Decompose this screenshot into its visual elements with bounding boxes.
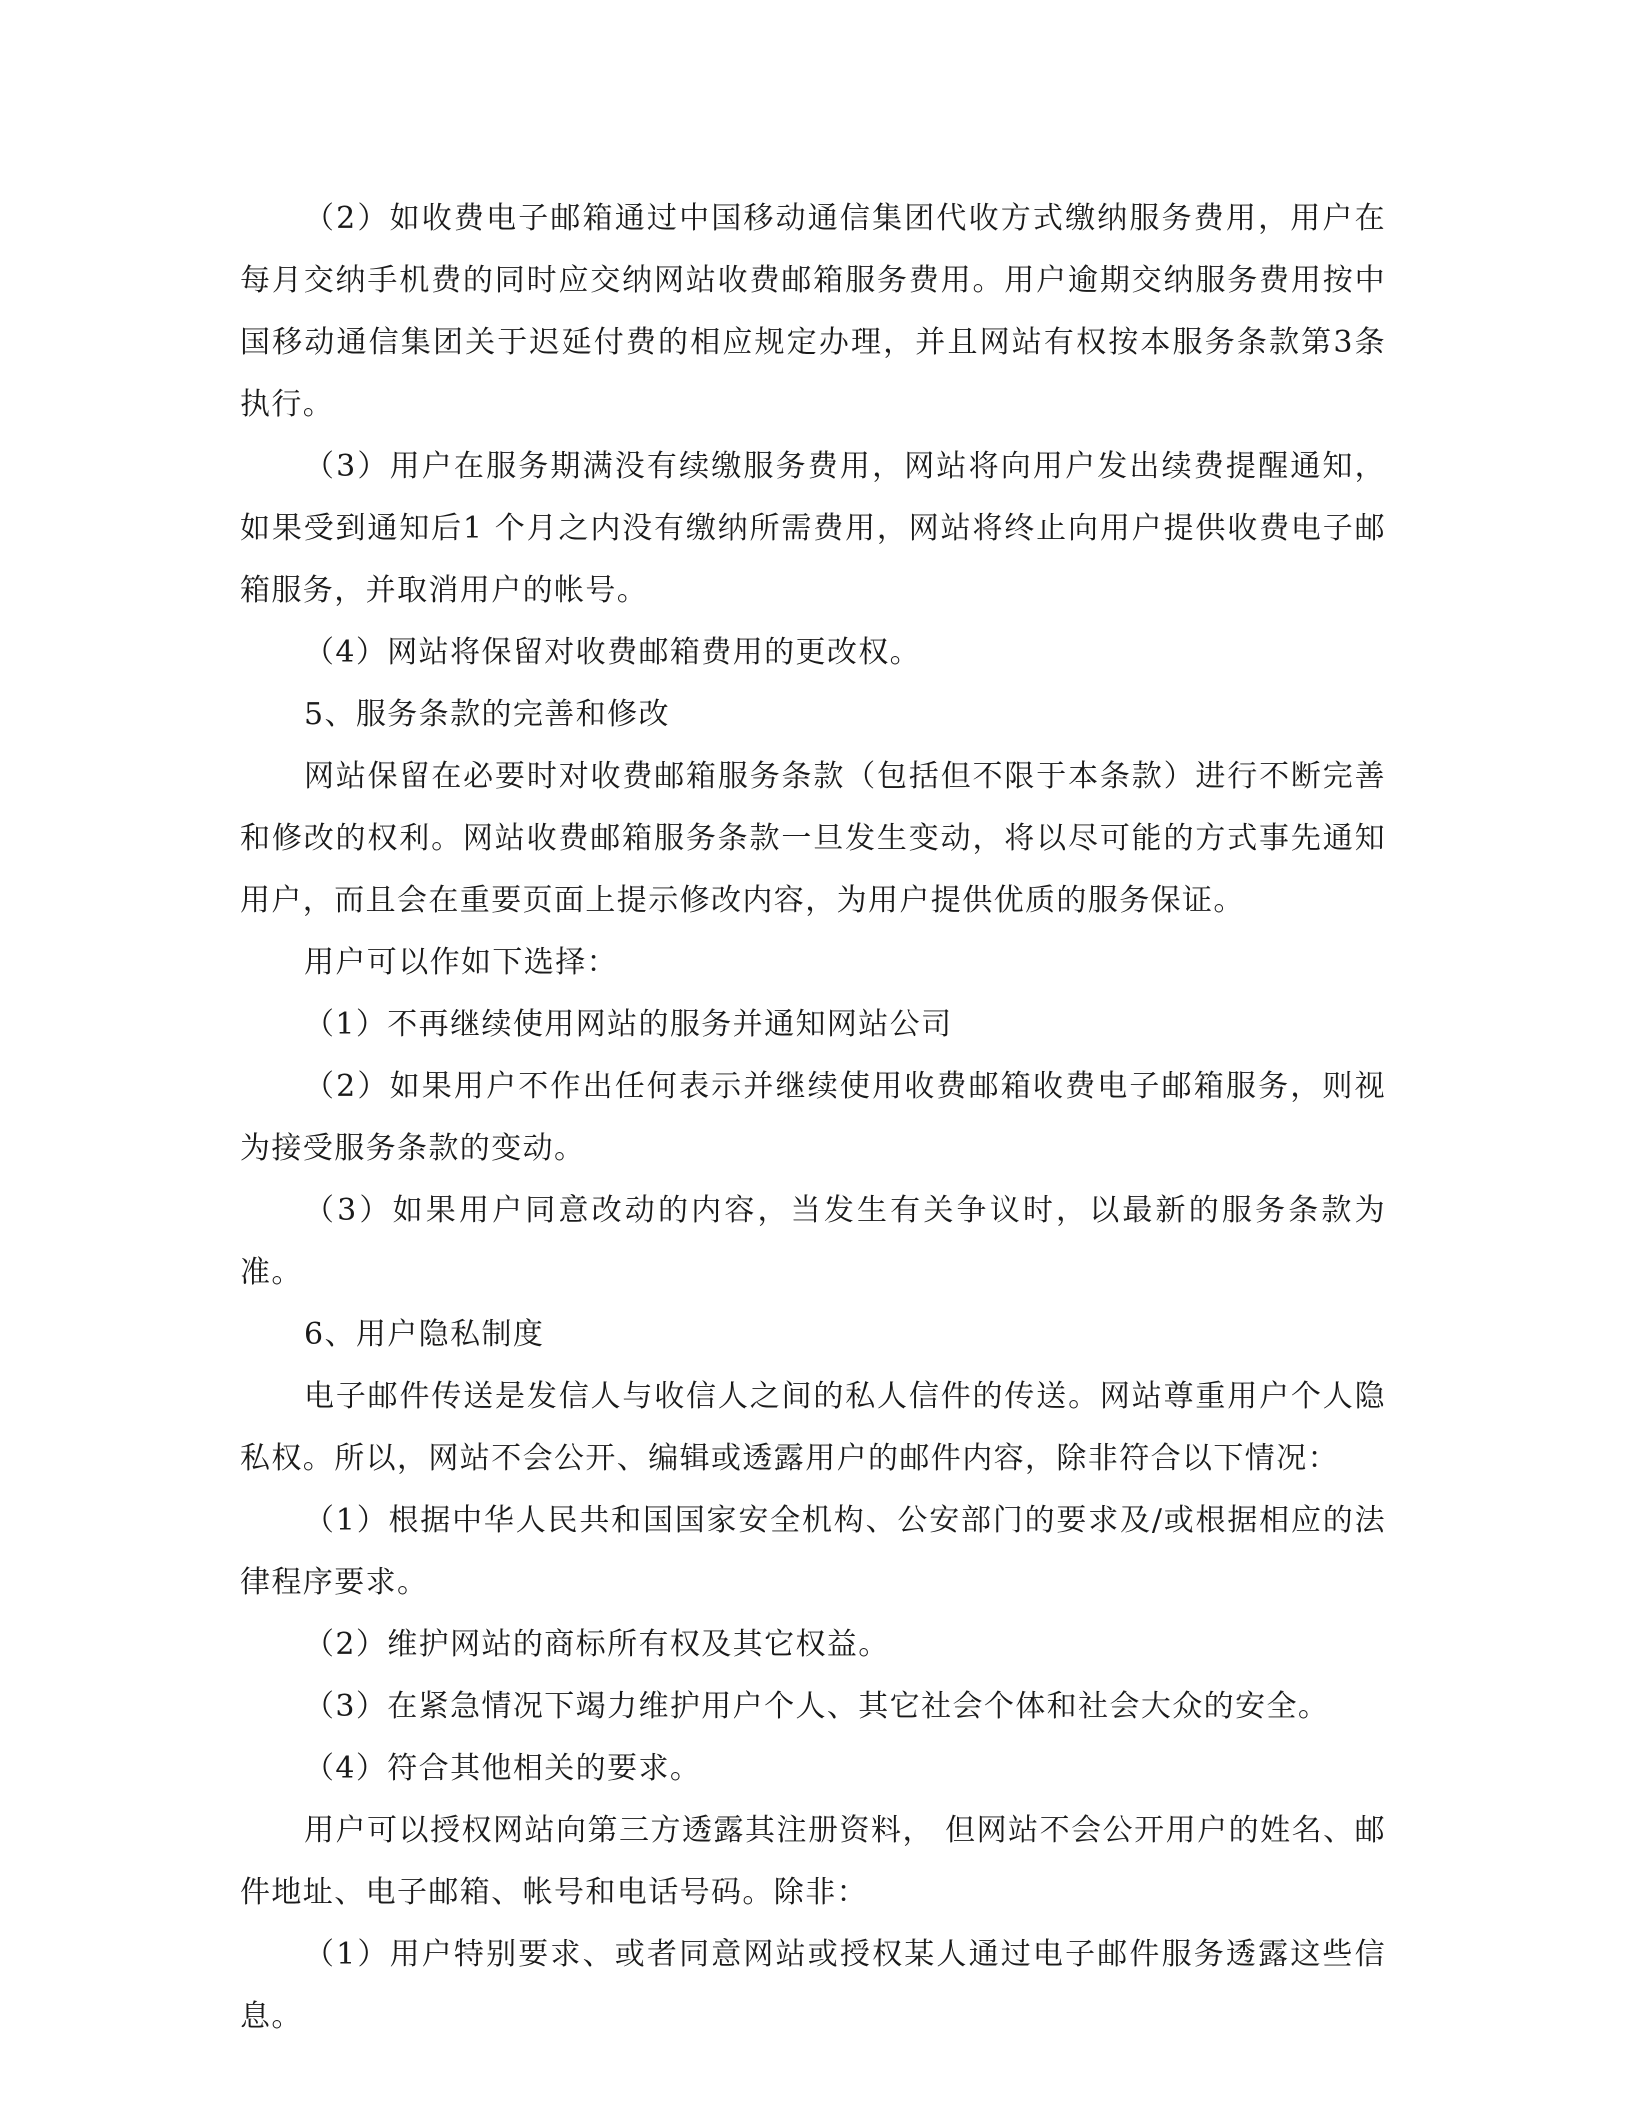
list-item-privacy-4: （4）符合其他相关的要求。 xyxy=(304,1751,702,1786)
section-heading-privacy: 6、用户隐私制度 xyxy=(304,1317,545,1352)
paragraph-terms-revision: 网站保留在必要时对收费邮箱服务条款（包括但不限于本条款）进行不断完善和修改的权利。网站收费邮箱服务条款一旦发生变动，将以尽可能的方式事先通知用户，而且会在重要页面上提示修改内容，为用户提供优质的服务保证。 xyxy=(240,759,1386,918)
list-item-option-2: （2）如果用户不作出任何表示并继续使用收费邮箱收费电子邮箱服务，则视为接受服务条款的变动。 xyxy=(240,1069,1386,1166)
list-item-privacy-3: （3）在紧急情况下竭力维护用户个人、其它社会个体和社会大众的安全。 xyxy=(304,1689,1330,1724)
paragraph-user-options: 用户可以作如下选择： xyxy=(304,945,618,980)
paragraph-third-party-disclosure: 用户可以授权网站向第三方透露其注册资料， 但网站不会公开用户的姓名、邮件地址、电子邮箱、帐号和电话号码。除非： xyxy=(240,1813,1386,1910)
list-item-option-1: （1）不再继续使用网站的服务并通知网站公司 xyxy=(304,1007,953,1042)
paragraph-renewal-notice: （3）用户在服务期满没有续缴服务费用，网站将向用户发出续费提醒通知， 如果受到通知后1 个月之内没有缴纳所需费用，网站将终止向用户提供收费电子邮箱服务，并取消用户的帐号。 xyxy=(240,449,1386,608)
document-body xyxy=(240,188,1386,2048)
list-item-disclosure-1: （1）用户特别要求、或者同意网站或授权某人通过电子邮件服务透露这些信息。 xyxy=(240,1937,1386,2034)
paragraph-fee-collection: （2）如收费电子邮箱通过中国移动通信集团代收方式缴纳服务费用，用户在每月交纳手机费的同时应交纳网站收费邮箱服务费用。用户逾期交纳服务费用按中国移动通信集团关于迟延付费的相应规定办理，并且网站有权按本服务条款第3条执行。 xyxy=(240,201,1386,422)
list-item-privacy-1: （1）根据中华人民共和国国家安全机构、公安部门的要求及/或根据相应的法律程序要求。 xyxy=(240,1503,1386,1600)
paragraph-privacy-intro: 电子邮件传送是发信人与收信人之间的私人信件的传送。网站尊重用户个人隐私权。所以，网站不会公开、编辑或透露用户的邮件内容，除非符合以下情况： xyxy=(240,1379,1386,1476)
list-item-privacy-2: （2）维护网站的商标所有权及其它权益。 xyxy=(304,1627,890,1662)
section-heading-terms-revision: 5、服务条款的完善和修改 xyxy=(304,697,670,732)
list-item-option-3: （3）如果用户同意改动的内容，当发生有关争议时，以最新的服务条款为准。 xyxy=(240,1193,1386,1290)
paragraph-fee-change-right: （4）网站将保留对收费邮箱费用的更改权。 xyxy=(304,635,922,670)
